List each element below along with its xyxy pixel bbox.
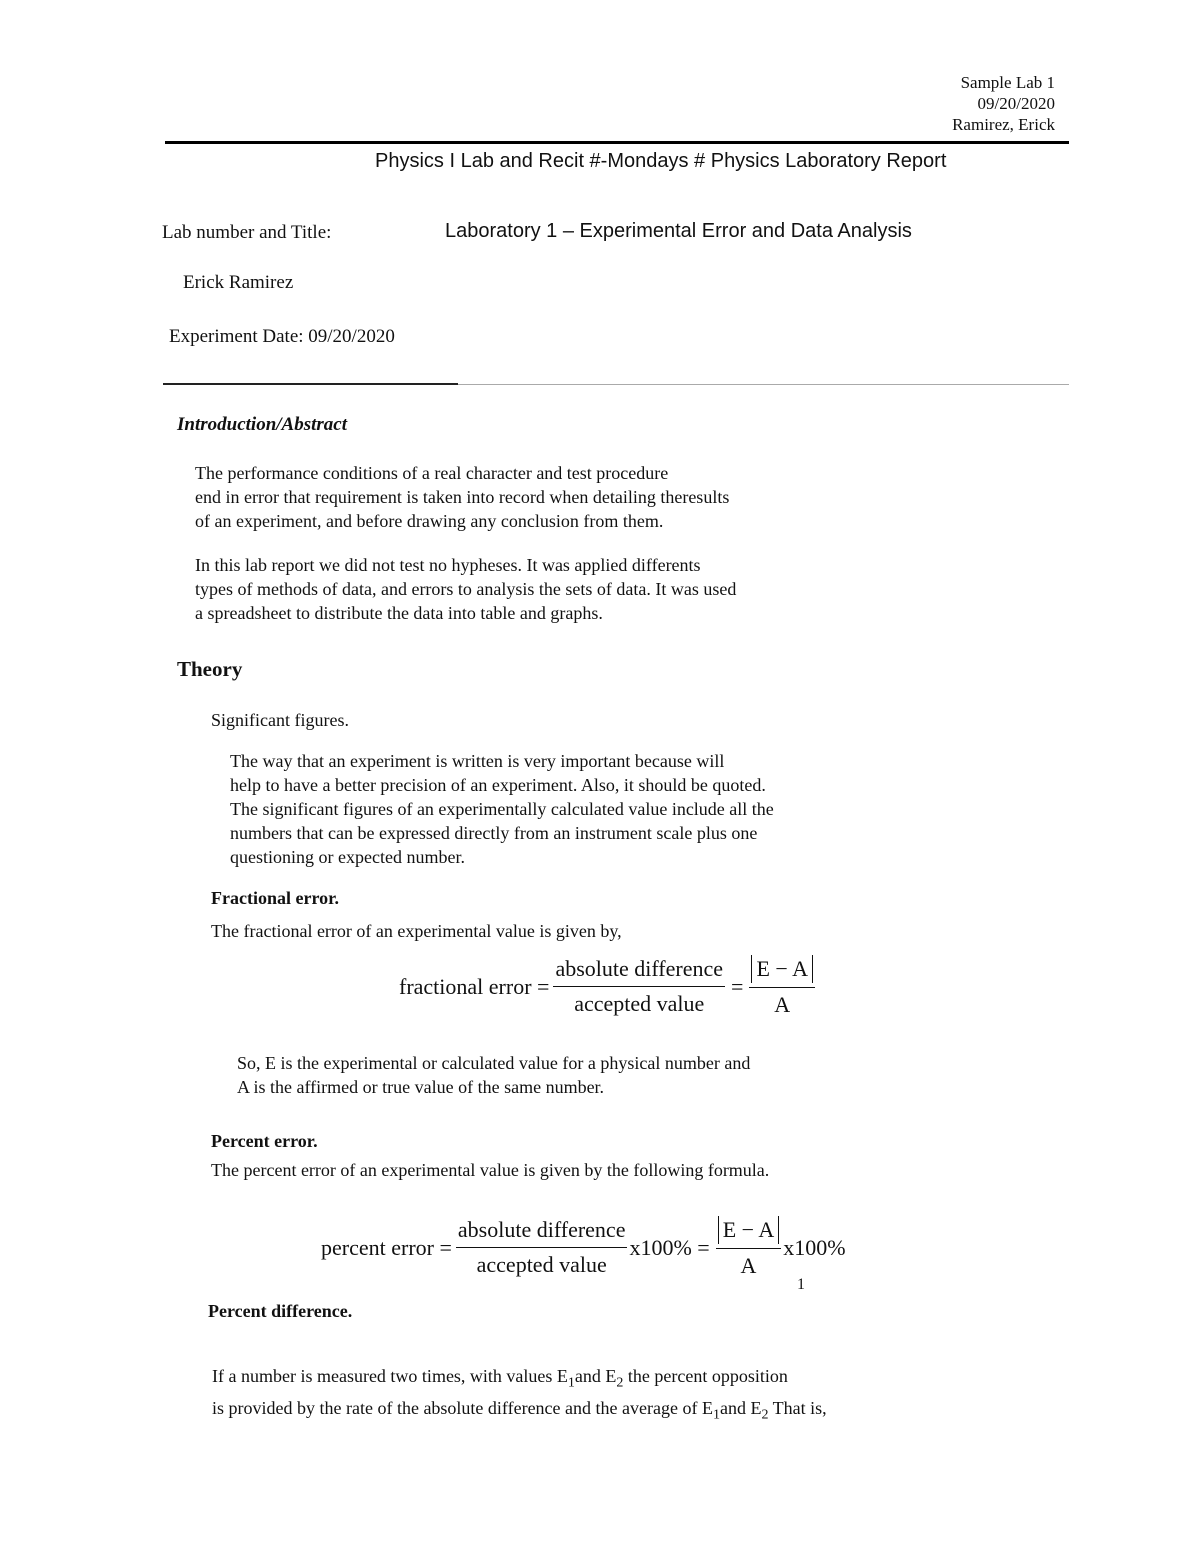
formula-abs-denominator: A — [740, 1253, 757, 1278]
formula-equals: = — [731, 973, 744, 999]
difference-line-2: is provided by the rate of the absolute difference and the average of $E_1and$ $E_2$ That is, — [212, 1397, 827, 1423]
explanation-line: So, E is the experimental or calculated value for a physical number and — [237, 1053, 751, 1073]
intro-p2-line: types of methods of data, and errors to analysis the sets of data. It was used — [195, 579, 737, 599]
formula-denominator: accepted value — [476, 1252, 607, 1277]
author-name: Erick Ramirez — [183, 272, 294, 293]
section-rule-dark — [163, 383, 458, 385]
sigfig-line: The way that an experiment is written is very important because will — [230, 751, 725, 771]
formula-abs-denominator: A — [774, 992, 791, 1017]
sigfig-heading: Significant figures. — [211, 710, 349, 730]
explanation-line: A is the affirmed or true value of the same number. — [237, 1077, 605, 1097]
formula-abs-fraction — [749, 955, 815, 1018]
formula-fraction — [553, 956, 725, 1017]
formula-fraction — [456, 1217, 628, 1278]
fractional-error-heading: Fractional error. — [211, 888, 339, 908]
formula-denominator: accepted value — [574, 991, 705, 1016]
sigfig-line: numbers that can be expressed directly from an instrument scale plus one — [230, 823, 758, 843]
sigfig-line: help to have a better precision of an experiment. Also, it should be quoted. — [230, 775, 766, 795]
header-rule — [165, 141, 1069, 144]
fractional-error-intro: The fractional error of an experimental value is given by, — [211, 921, 622, 941]
intro-paragraph-2 — [195, 553, 736, 625]
formula-lhs: percent error = — [321, 1234, 452, 1260]
formula-lhs: fractional error = — [399, 973, 550, 999]
section-rule-light — [458, 384, 1069, 385]
percent-error-formula — [321, 1216, 846, 1279]
percent-difference-paragraph — [212, 1364, 827, 1427]
fractional-error-formula — [399, 955, 815, 1018]
intro-p1-line: of an experiment, and before drawing any conclusion from them. — [195, 511, 664, 531]
formula-abs-numerator: E − A — [751, 955, 813, 983]
percent-error-intro: The percent error of an experimental value is given by the following formula. — [211, 1160, 770, 1180]
header-lab-name: Sample Lab 1 — [960, 73, 1055, 92]
intro-p2-line: a spreadsheet to distribute the data into table and graphs. — [195, 603, 603, 623]
formula-stray-subscript: 1 — [797, 1276, 805, 1293]
header-author: Ramirez, Erick — [952, 115, 1055, 134]
sigfig-line: The significant figures of an experimentally calculated value include all the — [230, 799, 774, 819]
theory-heading: Theory — [177, 657, 243, 681]
sigfig-paragraph — [230, 749, 774, 869]
formula-abs-numerator: E − A — [718, 1216, 780, 1244]
intro-p2-line: In this lab report we did not test no hypheses. It was applied differents — [195, 555, 701, 575]
intro-paragraph-1 — [195, 461, 729, 533]
percent-error-heading: Percent error. — [211, 1131, 318, 1151]
formula-multiplier: x100% = — [629, 1234, 710, 1260]
percent-difference-heading: Percent difference. — [208, 1301, 353, 1321]
difference-line-1: If a number is measured two times, with values $E_1and$ $E_2$ the percent opposition — [212, 1366, 788, 1391]
intro-p1-line: end in error that requirement is taken into record when detailing theresults — [195, 487, 730, 507]
formula-numerator: absolute difference — [456, 1217, 628, 1248]
intro-heading: Introduction/Abstract — [177, 414, 347, 435]
experiment-date: Experiment Date: 09/20/2020 — [169, 326, 395, 347]
lab-title: Laboratory 1 – Experimental Error and Data Analysis — [445, 220, 912, 242]
sigfig-line: questioning or expected number. — [230, 847, 465, 867]
formula-abs-fraction — [716, 1216, 782, 1279]
fractional-error-explanation — [237, 1051, 750, 1099]
intro-p1-line: The performance conditions of a real character and test procedure — [195, 463, 669, 483]
header-date: 09/20/2020 — [977, 94, 1055, 113]
header-block — [952, 72, 1055, 135]
report-title: Physics I Lab and Recit #-Mondays # Physics Laboratory Report — [375, 150, 947, 172]
lab-number-label: Lab number and Title: — [162, 222, 332, 243]
formula-multiplier-2: x100% — [783, 1234, 846, 1260]
formula-numerator: absolute difference — [553, 956, 725, 987]
